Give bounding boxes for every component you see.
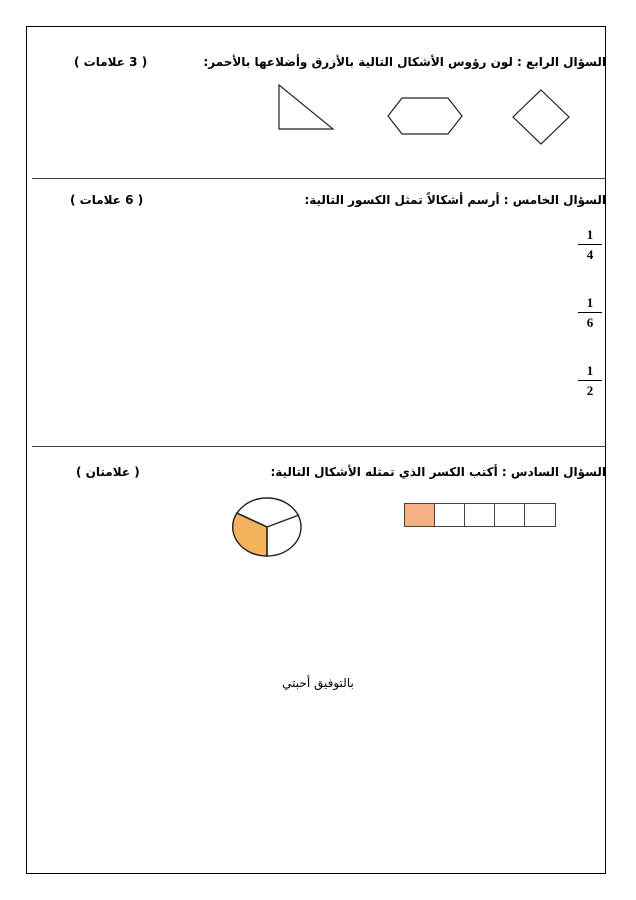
fraction-one-sixth bbox=[578, 296, 602, 330]
section-divider bbox=[32, 178, 606, 179]
fraction-one-half bbox=[578, 364, 602, 398]
rectangle-cell bbox=[435, 504, 465, 526]
fraction-numerator: 1 bbox=[586, 227, 594, 242]
fraction-numerator: 1 bbox=[586, 363, 594, 378]
section-divider bbox=[32, 446, 606, 447]
rectangle-shaded-cell bbox=[405, 504, 435, 526]
right-triangle-shape bbox=[276, 82, 336, 132]
question-4-title: السؤال الرابع : لون رؤوس الأشكال التالية بالأزرق وأضلاعها بالأحمر: bbox=[203, 55, 606, 69]
question-4-marks: ( 3 علامات ) bbox=[74, 55, 148, 69]
fraction-denominator: 4 bbox=[586, 247, 594, 262]
rectangle-cell bbox=[465, 504, 495, 526]
diamond-shape bbox=[511, 88, 571, 146]
fraction-numerator: 1 bbox=[586, 295, 594, 310]
rectangle-cell bbox=[525, 504, 555, 526]
question-6-title: السؤال السادس : أكتب الكسر الذي تمثله الأشكال التالية: bbox=[270, 465, 606, 479]
page-border bbox=[26, 26, 606, 874]
fraction-circle bbox=[230, 495, 304, 559]
hexagon-shape bbox=[386, 96, 464, 136]
fraction-bar bbox=[578, 380, 602, 381]
fraction-denominator: 6 bbox=[586, 315, 594, 330]
closing-message: بالتوفيق أحبتي bbox=[282, 676, 354, 690]
fraction-bar bbox=[578, 244, 602, 245]
fraction-bar bbox=[578, 312, 602, 313]
fraction-rectangle bbox=[404, 503, 556, 527]
question-5-marks: ( 6 علامات ) bbox=[70, 193, 144, 207]
fraction-one-quarter bbox=[578, 228, 602, 262]
question-6-marks: ( علامتان ) bbox=[76, 465, 140, 479]
question-5-title: السؤال الخامس : أرسم أشكالاً تمثل الكسور التالية: bbox=[304, 193, 606, 207]
fraction-denominator: 2 bbox=[586, 383, 594, 398]
rectangle-cell bbox=[495, 504, 525, 526]
